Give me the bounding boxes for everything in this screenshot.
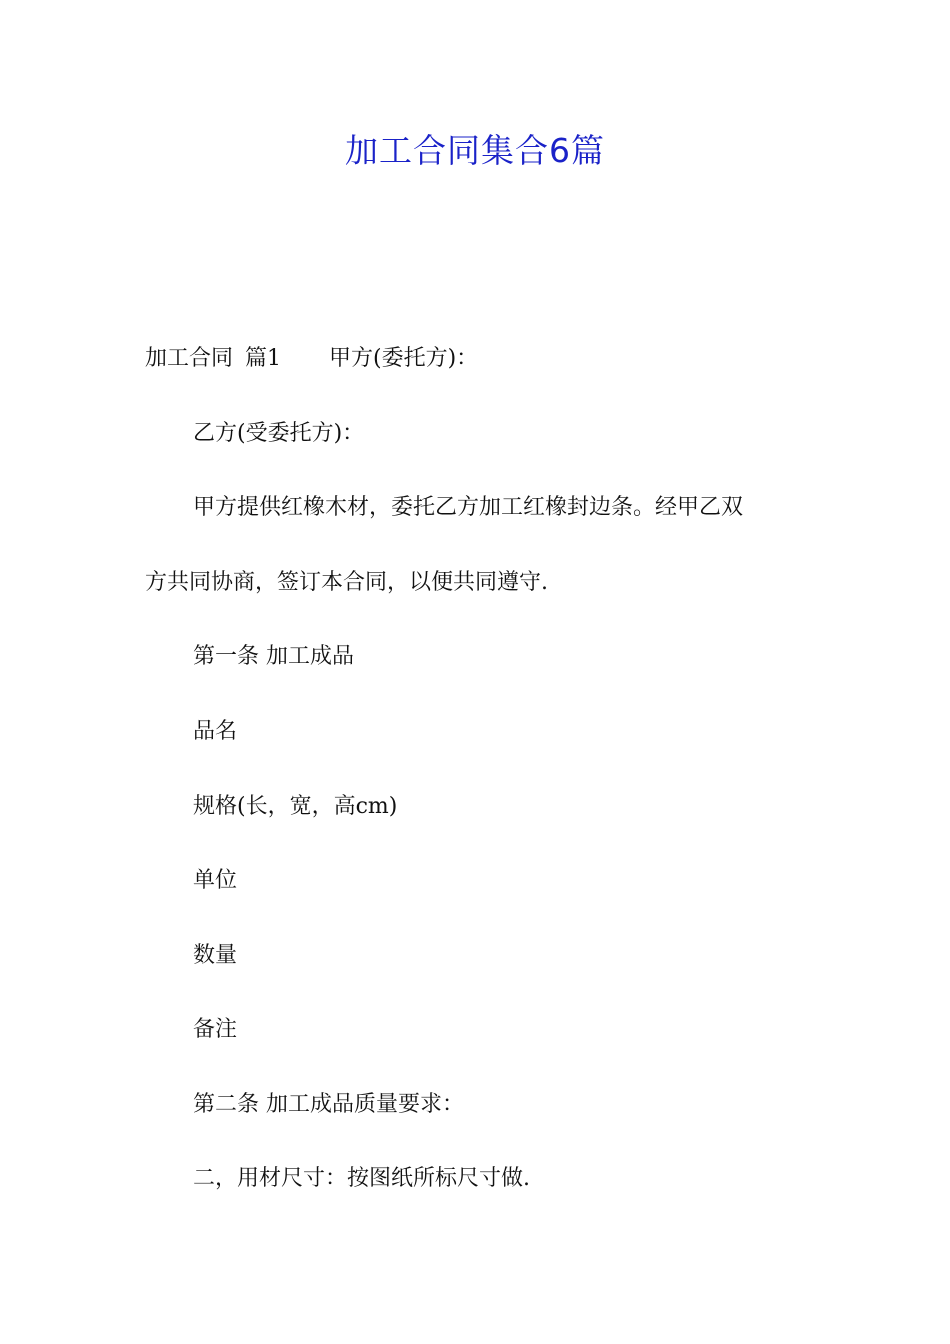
paragraph-line: 方共同协商，签订本合同，以便共同遵守.: [145, 570, 548, 595]
field-label: 规格(长，宽，高cm): [193, 794, 398, 819]
paragraph-line: 甲方提供红橡木材，委托乙方加工红橡封边条。经甲乙双: [193, 495, 744, 520]
section-number: 篇1: [245, 346, 282, 371]
contract-heading-line: [145, 344, 478, 374]
paragraph-line: 二，用材尺寸：按图纸所标尺寸做.: [193, 1166, 530, 1191]
field-label: 单位: [193, 868, 238, 893]
article-heading: 第二条 加工成品质量要求：: [193, 1092, 464, 1117]
field-label: 品名: [193, 719, 238, 744]
document-title: 加工合同集合6篇: [345, 131, 605, 170]
contract-label: 加工合同: [145, 346, 234, 371]
field-label: 数量: [193, 943, 238, 968]
party-a-label: 甲方(委托方)：: [329, 346, 479, 371]
party-b-label: 乙方(受委托方)：: [193, 421, 365, 446]
article-heading: 第一条 加工成品: [193, 644, 354, 669]
field-label: 备注: [193, 1017, 238, 1042]
